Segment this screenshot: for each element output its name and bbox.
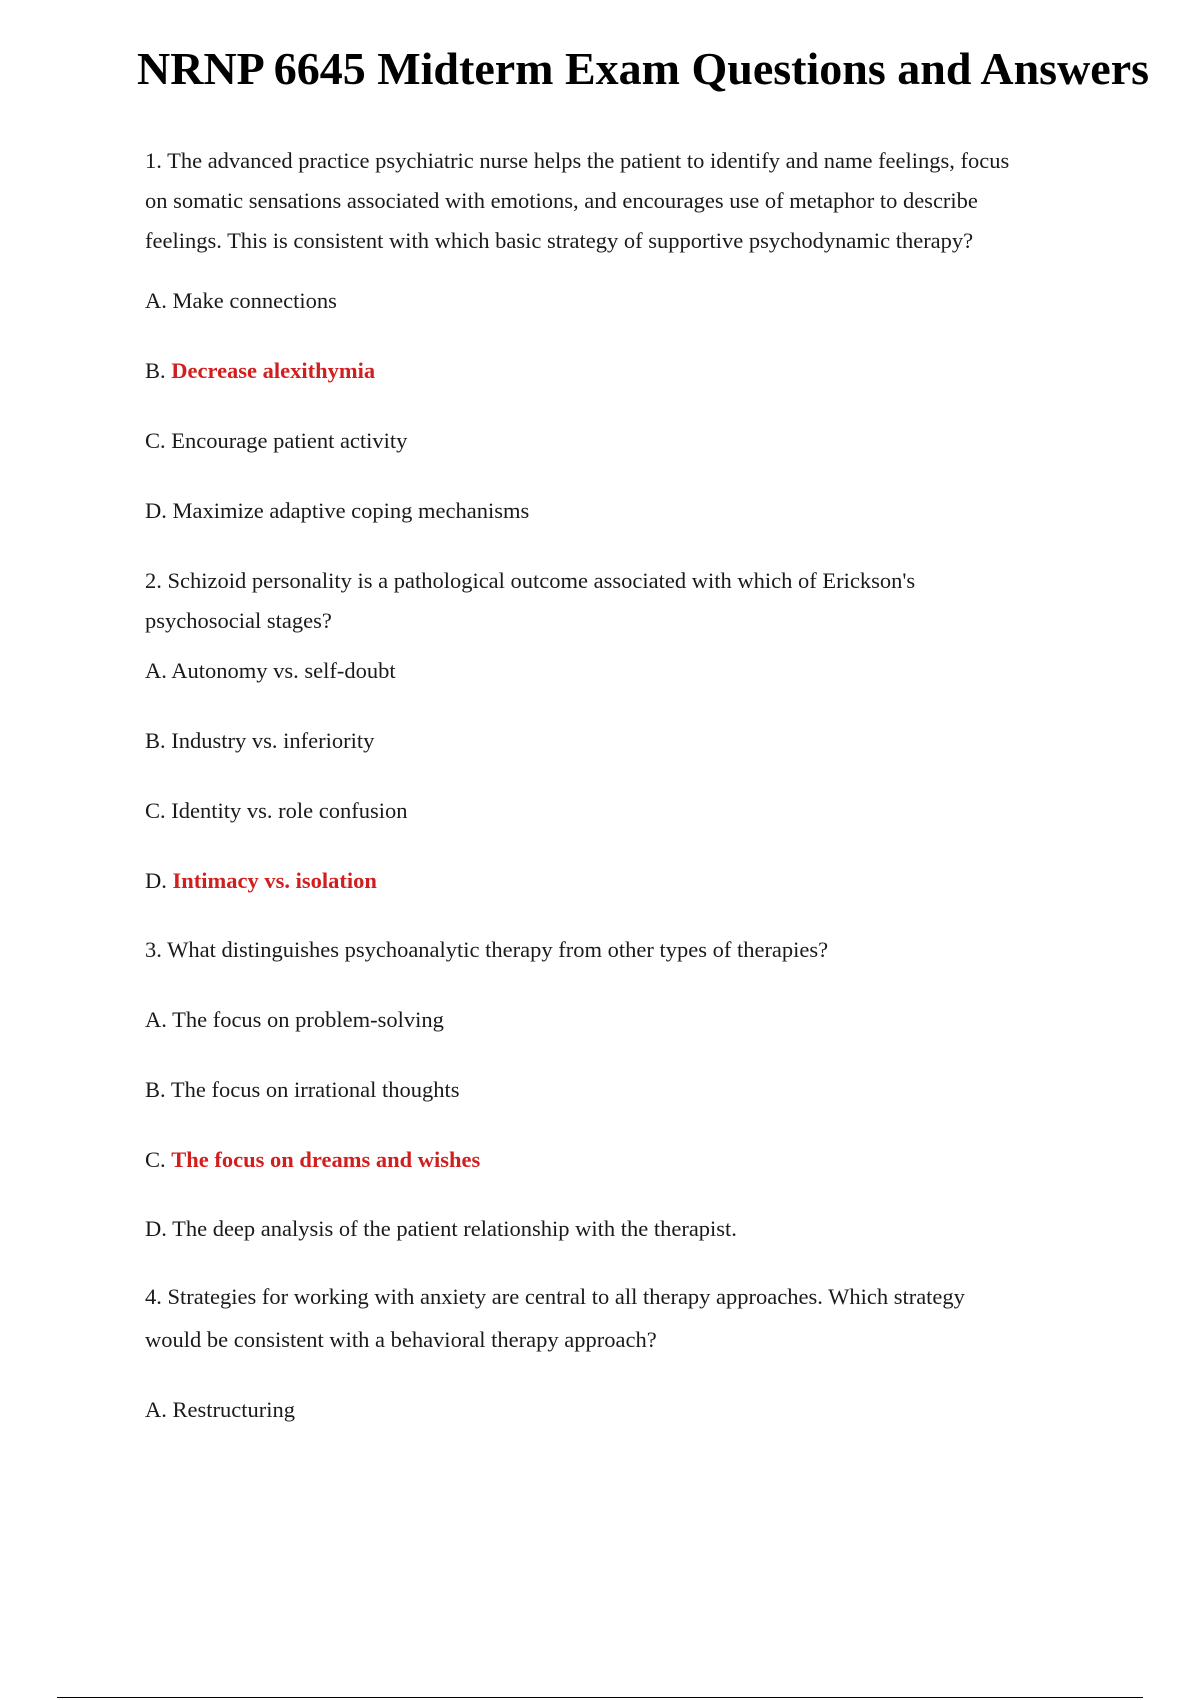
option-text: Encourage patient activity bbox=[171, 428, 408, 453]
document-title: NRNP 6645 Midterm Exam Questions and Answers bbox=[137, 43, 1150, 94]
question-1-stem-line-1: 1. The advanced practice psychiatric nurse helps the patient to identify and name feelings, focus bbox=[145, 148, 1010, 173]
option-text: Restructuring bbox=[172, 1397, 295, 1422]
option-letter: B. bbox=[145, 358, 166, 383]
question-2-option-c bbox=[145, 796, 407, 826]
question-3-option-d bbox=[145, 1214, 737, 1244]
correct-answer-text: The focus on dreams and wishes bbox=[171, 1147, 481, 1172]
question-1-option-b bbox=[145, 356, 375, 386]
option-text: Industry vs. inferiority bbox=[171, 728, 375, 753]
question-2-stem-line-1: 2. Schizoid personality is a pathological outcome associated with which of Erickson's bbox=[145, 568, 916, 593]
option-letter: D. bbox=[145, 1216, 167, 1241]
question-1-stem-line-3: feelings. This is consistent with which basic strategy of supportive psychodynamic therapy? bbox=[145, 228, 974, 253]
question-2-option-d bbox=[145, 866, 377, 896]
option-letter: B. bbox=[145, 1077, 166, 1102]
question-4-option-a bbox=[145, 1395, 295, 1425]
option-letter: D. bbox=[145, 498, 167, 523]
option-letter: C. bbox=[145, 798, 166, 823]
question-4-stem-line-1: 4. Strategies for working with anxiety are central to all therapy approaches. Which strategy bbox=[145, 1284, 965, 1309]
option-text: Make connections bbox=[172, 288, 337, 313]
option-letter: D. bbox=[145, 868, 167, 893]
option-letter: C. bbox=[145, 428, 166, 453]
question-3-option-c bbox=[145, 1145, 480, 1175]
question-1-option-c bbox=[145, 426, 407, 456]
question-2-option-a bbox=[145, 656, 396, 686]
correct-answer-text: Decrease alexithymia bbox=[171, 358, 376, 383]
question-3-option-a bbox=[145, 1005, 444, 1035]
question-2-stem-line-2: psychosocial stages? bbox=[145, 608, 332, 633]
option-letter: A. bbox=[145, 1397, 167, 1422]
question-1-stem-line-2: on somatic sensations associated with emotions, and encourages use of metaphor to describe bbox=[145, 188, 978, 213]
page-bottom-rule bbox=[57, 1697, 1143, 1698]
option-letter: B. bbox=[145, 728, 166, 753]
option-letter: C. bbox=[145, 1147, 166, 1172]
question-1-option-d bbox=[145, 496, 529, 526]
option-letter: A. bbox=[145, 658, 167, 683]
option-letter: A. bbox=[145, 1007, 167, 1032]
option-text: Identity vs. role confusion bbox=[171, 798, 408, 823]
question-3-option-b bbox=[145, 1075, 460, 1105]
question-1-option-a bbox=[145, 286, 337, 316]
correct-answer-text: Intimacy vs. isolation bbox=[172, 868, 377, 893]
option-text: Autonomy vs. self-doubt bbox=[171, 658, 396, 683]
question-3-stem-line-1: 3. What distinguishes psychoanalytic therapy from other types of therapies? bbox=[145, 937, 829, 962]
option-letter: A. bbox=[145, 288, 167, 313]
option-text: Maximize adaptive coping mechanisms bbox=[172, 498, 530, 523]
question-4-stem-line-2: would be consistent with a behavioral therapy approach? bbox=[145, 1327, 657, 1352]
option-text: The focus on irrational thoughts bbox=[170, 1077, 460, 1102]
question-list bbox=[145, 0, 1095, 1700]
question-2-option-b bbox=[145, 726, 374, 756]
option-text: The deep analysis of the patient relationship with the therapist. bbox=[172, 1216, 737, 1241]
option-text: The focus on problem-solving bbox=[172, 1007, 444, 1032]
